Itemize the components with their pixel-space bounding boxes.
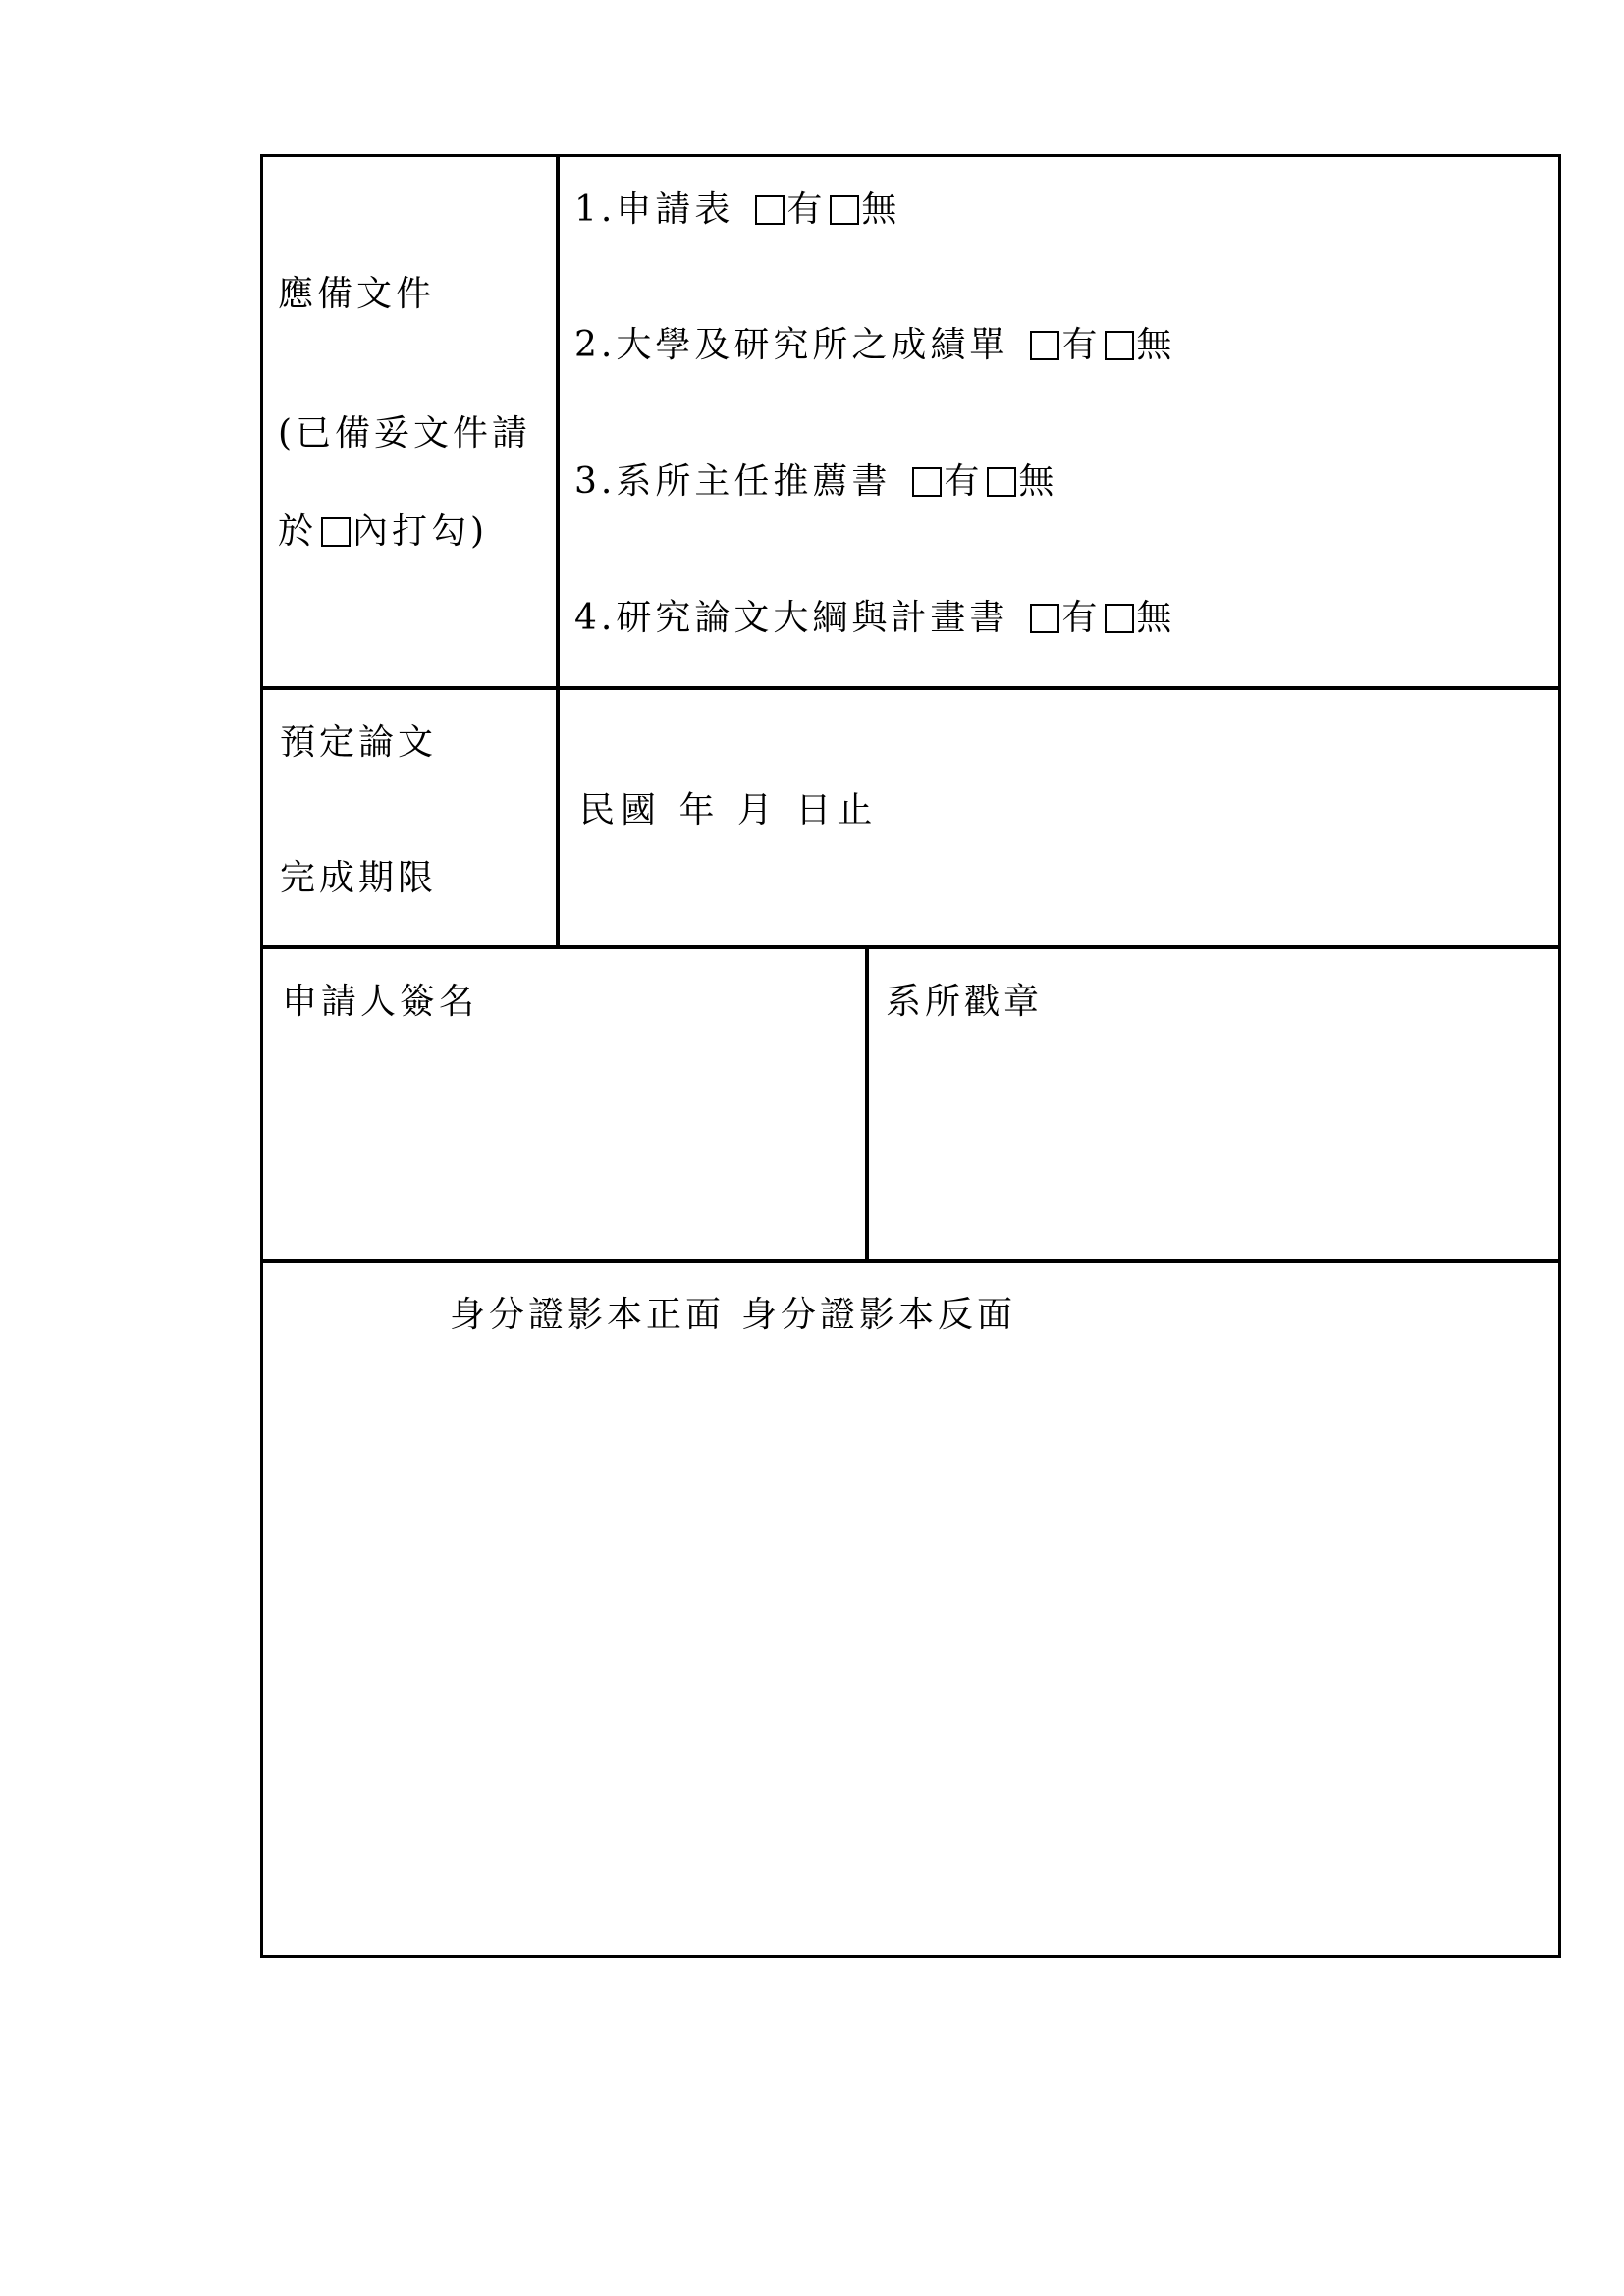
no-checkbox[interactable]: [1105, 604, 1134, 633]
deadline-label-line1: 預定論文: [280, 722, 438, 763]
document-item-label: 1.申請表: [574, 189, 734, 230]
yes-checkbox[interactable]: [1030, 331, 1059, 360]
no-label: 無: [1136, 325, 1176, 365]
signature-column-divider: [865, 947, 869, 1261]
yes-label: 有: [1061, 598, 1102, 638]
yes-checkbox[interactable]: [1030, 604, 1059, 633]
checkbox-sample-icon: [321, 517, 351, 547]
row-divider-2: [260, 945, 1561, 949]
instruction-prefix: 於: [278, 511, 318, 552]
documents-label: 應備文件: [278, 274, 436, 314]
deadline-label-line2: 完成期限: [280, 858, 438, 898]
documents-instruction-line3: [278, 511, 489, 552]
document-item: [574, 325, 1176, 365]
dept-stamp-area: [871, 1041, 1558, 1256]
applicant-signature-label: 申請人簽名: [282, 982, 479, 1022]
no-checkbox[interactable]: [1105, 331, 1134, 360]
row-divider-1: [260, 686, 1561, 690]
no-label: 無: [1136, 598, 1176, 638]
no-label: 無: [861, 189, 901, 230]
no-checkbox[interactable]: [830, 195, 859, 225]
applicant-signature-area[interactable]: [264, 1041, 863, 1256]
yes-label: 有: [786, 189, 827, 230]
yes-label: 有: [1061, 325, 1102, 365]
row-divider-3: [260, 1259, 1561, 1263]
document-item: [574, 189, 901, 230]
no-label: 無: [1018, 461, 1058, 502]
id-back-label: 身分證影本反面: [741, 1295, 1017, 1335]
document-item-label: 3.系所主任推薦書: [574, 461, 892, 502]
document-item-label: 2.大學及研究所之成績單: [574, 325, 1009, 365]
no-checkbox[interactable]: [987, 467, 1016, 497]
yes-checkbox[interactable]: [912, 467, 942, 497]
document-item: [574, 598, 1176, 638]
label-column-divider: [556, 154, 560, 947]
documents-instruction: (已備妥文件請: [278, 413, 532, 454]
instruction-suffix: 內打勾): [352, 511, 489, 552]
id-front-label: 身分證影本正面: [450, 1295, 726, 1335]
document-item: [574, 461, 1058, 502]
deadline-value-field[interactable]: 民國 年 月 日止: [579, 790, 879, 830]
yes-label: 有: [944, 461, 984, 502]
dept-stamp-label: 系所戳章: [886, 982, 1044, 1022]
document-item-label: 4.研究論文大綱與計畫書: [574, 598, 1009, 638]
yes-checkbox[interactable]: [755, 195, 785, 225]
